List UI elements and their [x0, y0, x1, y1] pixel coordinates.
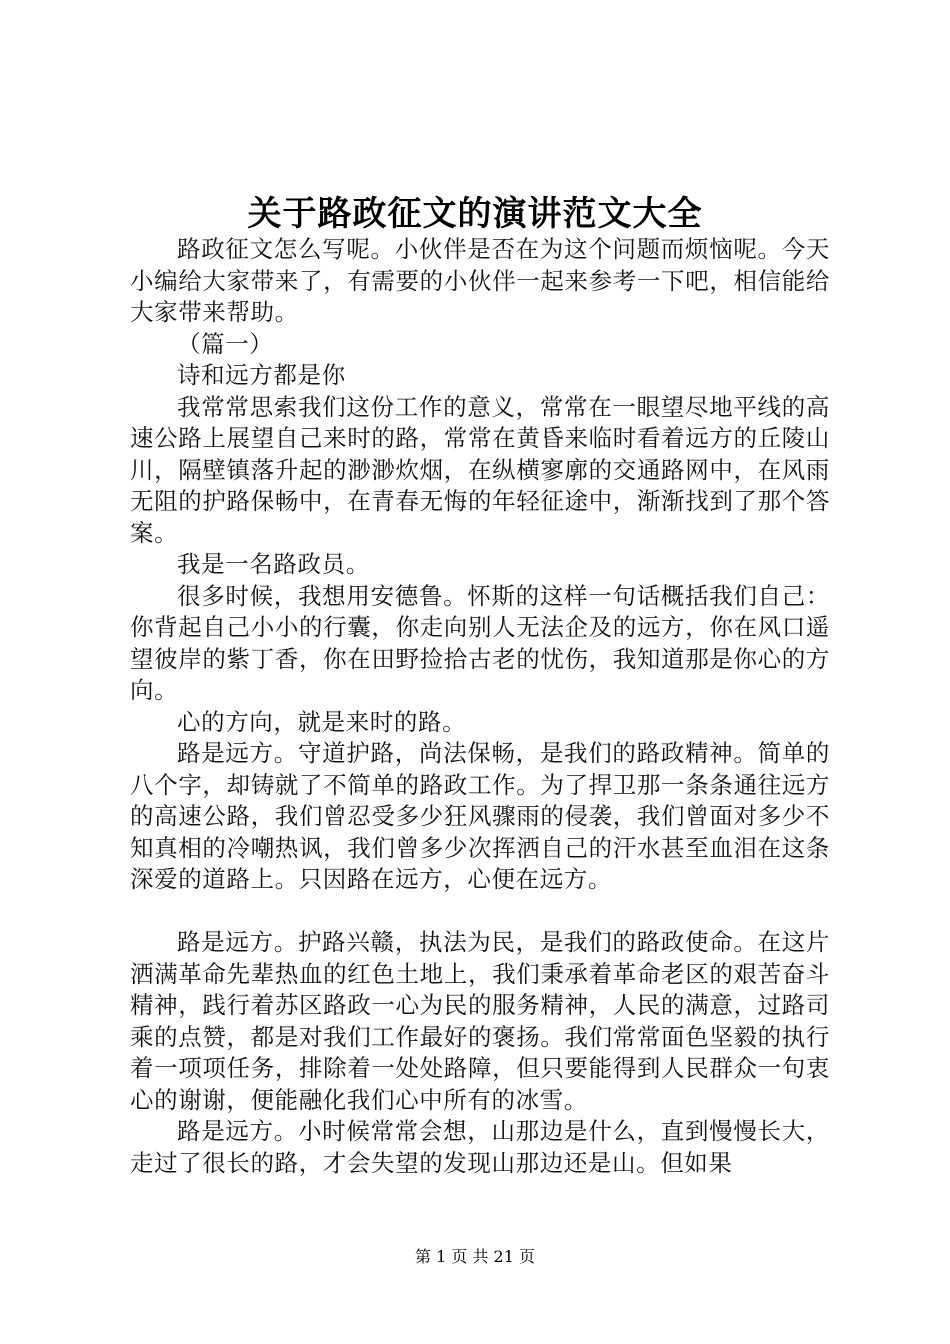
paragraph-intro: 路政征文怎么写呢。小伙伴是否在为这个问题而烦恼呢。今天小编给大家带来了，有需要的小伙伴一起来参考一下吧，相信能给大家带来帮助。 — [130, 235, 830, 326]
paragraph-body: 很多时候，我想用安德鲁。怀斯的这样一句话概括我们自己：你背起自己小小的行囊，你走向别人无法企及的远方，你在风口遥望彼岸的紫丁香，你在田野捡拾古老的忧伤，我知道那是你心的方向。 — [130, 581, 830, 704]
paragraph-blank — [130, 896, 830, 928]
paragraph-body: 路是远方。小时候常常会想，山那边是什么，直到慢慢长大，走过了很长的路，才会失望的发现山那边还是山。但如果 — [130, 1117, 830, 1177]
paragraph-body: 我常常思索我们这份工作的意义，常常在一眼望尽地平线的高速公路上展望自己来时的路，常常在黄昏来临时看着远方的丘陵山川，隔壁镇落升起的渺渺炊烟，在纵横寥廓的交通路网中，在风雨无阻的护路保畅中，在青春无悔的年轻征途中，渐渐找到了那个答案。 — [130, 392, 830, 547]
document-title: 关于路政征文的演讲范文大全 — [247, 194, 703, 234]
paragraph-body: 心的方向，就是来时的路。 — [177, 707, 467, 736]
paragraph-body: 我是一名路政员。 — [177, 550, 370, 578]
paragraph-body: 路是远方。守道护路，尚法保畅，是我们的路政精神。简单的八个字，却铸就了不简单的路政工作。为了捍卫那一条条通往远方的高速公路，我们曾忍受多少狂风骤雨的侵袭，我们曾面对多少不知真相的冷嘲热讽，我们曾多少次挥洒自己的汗水甚至血泪在这条深爱的道路上。只因路在远方，心便在远方。 — [130, 739, 830, 893]
paragraph-subtitle: 诗和远方都是你 — [177, 361, 346, 389]
paragraph-section-marker: （篇一） — [177, 329, 274, 358]
document-body — [130, 234, 830, 1179]
paragraph-body: 路是远方。护路兴赣，执法为民，是我们的路政使命。在这片洒满革命先辈热血的红色土地上，我们秉承着革命老区的艰苦奋斗精神，践行着苏区路政一心为民的服务精神，人民的满意，过路司乘的点赞，都是对我们工作最好的褒扬。我们常常面色坚毅的执行着一项项任务，排除着一处处路障，但只要能得到人民群众一句衷心的谢谢，便能融化我们心中所有的冰雪。 — [130, 928, 830, 1114]
page-number-footer: 第 1 页 共 21 页 — [415, 1247, 535, 1266]
